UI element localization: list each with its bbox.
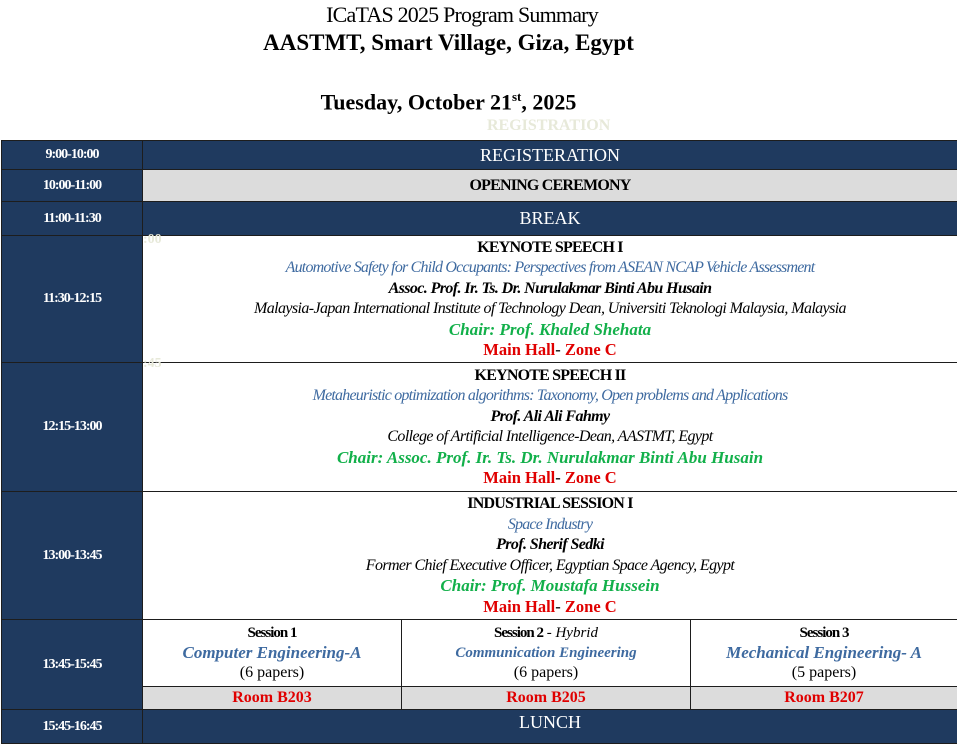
registration-label: REGISTERATION bbox=[143, 141, 957, 170]
day-title-prefix: Tuesday, October 21 bbox=[321, 89, 512, 114]
session-1-heading: Session 1 bbox=[143, 623, 401, 643]
session-2-cell bbox=[402, 620, 691, 687]
row-industrial-session bbox=[2, 492, 957, 620]
session-3-cell bbox=[691, 620, 957, 687]
row-parallel-sessions bbox=[2, 620, 957, 687]
keynote-1-heading: KEYNOTE SPEECH I bbox=[143, 238, 957, 259]
time-cell: 13:45-15:45 bbox=[2, 620, 143, 710]
row-session-rooms bbox=[2, 687, 957, 710]
room-dash: - bbox=[555, 468, 561, 487]
room-main-hall: Main Hall bbox=[483, 340, 555, 359]
session-1-cell bbox=[143, 620, 402, 687]
session-2-hybrid: - Hybrid bbox=[543, 625, 598, 641]
room-dash: - bbox=[555, 597, 561, 616]
session-3-heading: Session 3 bbox=[691, 623, 957, 643]
room-dash: - bbox=[555, 340, 561, 359]
keynote-2-cell bbox=[143, 363, 957, 492]
keynote-1-affiliation: Malaysia-Japan International Institute of Technology Dean, Universiti Teknologi Malaysia, Malaysia bbox=[143, 299, 957, 320]
industrial-session-chair: Chair: Prof. Moustafa Hussein bbox=[143, 576, 957, 597]
keynote-1-speaker: Assoc. Prof. Ir. Ts. Dr. Nurulakmar Binti Abu Husain bbox=[143, 279, 957, 300]
time-cell: 9:00-10:00 bbox=[2, 141, 143, 170]
row-keynote-1 bbox=[2, 236, 957, 363]
session-3-room: Room B207 bbox=[691, 687, 957, 710]
industrial-session-affiliation: Former Chief Executive Officer, Egyptian Space Agency, Egypt bbox=[143, 556, 957, 577]
room-zone: Zone C bbox=[561, 468, 617, 487]
keynote-2-heading: KEYNOTE SPEECH II bbox=[143, 366, 957, 387]
keynote-2-room bbox=[143, 468, 957, 489]
time-cell: 10:00-11:00 bbox=[2, 170, 143, 202]
session-2-heading bbox=[402, 623, 690, 643]
session-3-title: Mechanical Engineering- A bbox=[691, 643, 957, 663]
keynote-1-room bbox=[143, 340, 957, 361]
keynote-1-chair: Chair: Prof. Khaled Shehata bbox=[143, 320, 957, 341]
time-cell: 12:15-13:00 bbox=[2, 363, 143, 492]
industrial-session-topic: Space Industry bbox=[143, 515, 957, 536]
industrial-session-cell bbox=[143, 492, 957, 620]
ghost-time-text: :45 bbox=[143, 354, 162, 375]
room-main-hall: Main Hall bbox=[483, 468, 555, 487]
session-1-room: Room B203 bbox=[143, 687, 402, 710]
keynote-1-cell bbox=[143, 236, 957, 363]
row-keynote-2 bbox=[2, 363, 957, 492]
room-zone: Zone C bbox=[561, 597, 617, 616]
time-cell: 15:45-16:45 bbox=[2, 710, 143, 744]
session-2-heading-label: Session 2 bbox=[494, 625, 543, 641]
lunch-label: LUNCH bbox=[143, 710, 957, 744]
session-3-papers: (5 papers) bbox=[691, 663, 957, 683]
industrial-session-room bbox=[143, 597, 957, 618]
row-registration bbox=[2, 141, 957, 170]
program-summary-title: ICaTAS 2025 Program Summary bbox=[0, 2, 924, 28]
keynote-2-affiliation: College of Artificial Intelligence-Dean, AASTMT, Egypt bbox=[143, 427, 957, 448]
industrial-session-speaker: Prof. Sherif Sedki bbox=[143, 535, 957, 556]
opening-ceremony-label: OPENING CEREMONY bbox=[143, 170, 957, 202]
industrial-session-heading: INDUSTRIAL SESSION I bbox=[143, 494, 957, 515]
program-table bbox=[1, 140, 957, 744]
time-cell: 11:30-12:15 bbox=[2, 236, 143, 363]
room-zone: Zone C bbox=[561, 340, 617, 359]
venue-title: AASTMT, Smart Village, Giza, Egypt bbox=[0, 30, 897, 56]
session-2-room: Room B205 bbox=[402, 687, 691, 710]
keynote-1-topic: Automotive Safety for Child Occupants: Perspectives from ASEAN NCAP Vehicle Assessment bbox=[143, 258, 957, 279]
session-2-papers: (6 papers) bbox=[402, 663, 690, 683]
keynote-2-chair: Chair: Assoc. Prof. Ir. Ts. Dr. Nurulakmar Binti Abu Husain bbox=[143, 448, 957, 469]
ghost-time-text: :00 bbox=[143, 230, 162, 251]
row-lunch bbox=[2, 710, 957, 744]
session-2-title: Communication Engineering bbox=[402, 643, 690, 663]
time-cell: 13:00-13:45 bbox=[2, 492, 143, 620]
day-title-sup: st bbox=[512, 89, 521, 104]
room-main-hall: Main Hall bbox=[483, 597, 555, 616]
session-1-title: Computer Engineering-A bbox=[143, 643, 401, 663]
session-1-papers: (6 papers) bbox=[143, 663, 401, 683]
day-title-suffix: , 2025 bbox=[521, 89, 576, 114]
time-cell: 11:00-11:30 bbox=[2, 202, 143, 236]
day-title bbox=[0, 89, 897, 115]
keynote-2-speaker: Prof. Ali Ali Fahmy bbox=[143, 407, 957, 428]
row-opening-ceremony bbox=[2, 170, 957, 202]
keynote-2-topic: Metaheuristic optimization algorithms: Taxonomy, Open problems and Applications bbox=[143, 386, 957, 407]
break-label: BREAK bbox=[143, 202, 957, 236]
ghost-registration-text: REGISTRATION bbox=[487, 117, 610, 135]
